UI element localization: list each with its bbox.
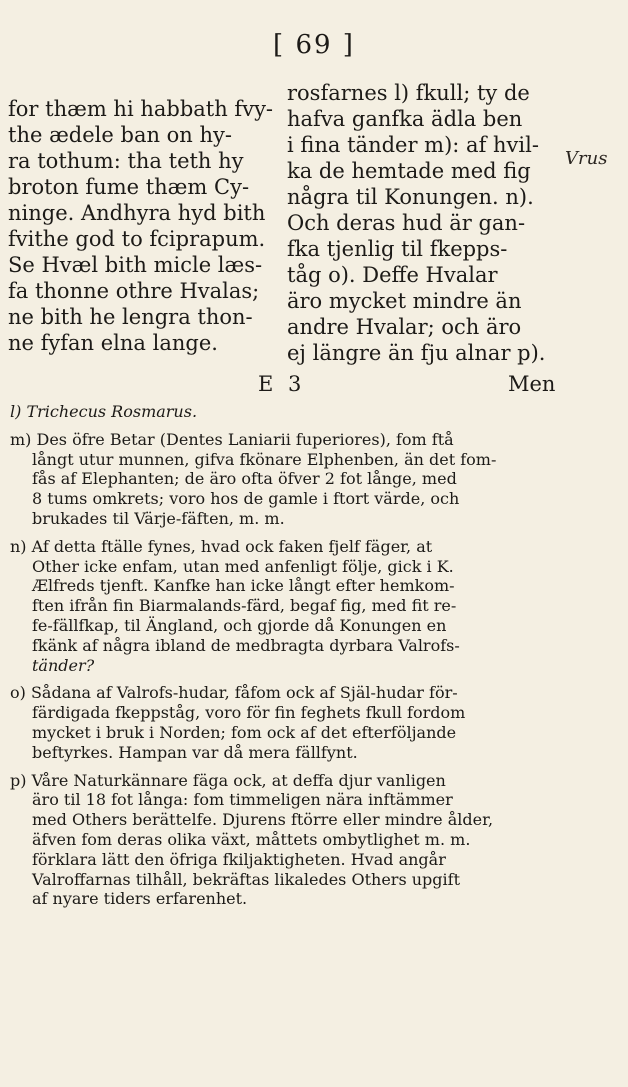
text-line: i fina tänder m): af hvil- [287, 133, 539, 157]
footnote-line: äro til 18 fot långa: fom timmeligen nära inftämmer [32, 790, 453, 810]
text-line: ka de hemtade med fig [287, 159, 531, 183]
page-number: [ 69 ] [273, 30, 355, 60]
footnote-line: med Others berättelfe. Djurens ftörre eller mindre ålder, [32, 810, 494, 830]
text-line: äro mycket mindre än [287, 289, 522, 313]
footnotes [10, 402, 562, 909]
footnote-line: tänder? [32, 655, 95, 675]
right-column-swedish [287, 80, 555, 366]
footnote-line: Ælfreds tjenft. Kanfke han icke långt efter hemkom- [32, 576, 455, 596]
footnote-line: långt utur munnen, gifva fkönare Elphenben, än det fom- [32, 449, 497, 469]
text-line: ne fyfan elna lange. [8, 331, 218, 355]
left-column-old-english [8, 96, 276, 356]
text-line: ej längre än fju alnar p). [287, 341, 546, 365]
footnote-line: fkänk af några ibland de medbragta dyrbara Valrofs- [32, 635, 460, 655]
catchword: Men [508, 372, 556, 396]
signature-number: 3 [288, 372, 302, 396]
text-line: Se Hvæl bith micle læs- [8, 253, 263, 277]
text-line: ninge. Andhyra hyd bith [8, 201, 266, 225]
text-line: ne bith he lengra thon- [8, 305, 253, 329]
text-line: fa thonne othre Hvalas; [8, 279, 260, 303]
handwritten-margin-note: Vrus [565, 148, 608, 169]
footnote-line: äfven fom deras olika växt, måttets ombytlighet m. m. [32, 829, 471, 849]
text-line: hafva ganfka ädla ben [287, 107, 523, 131]
footnote-line: fe-fällfkap, til Ängland, och gjorde då Konungen en [32, 615, 447, 635]
footnote-line: Valroffarnas tilhåll, bekräftas likaledes Others upgift [32, 869, 460, 889]
text-line: tåg o). Deffe Hvalar [287, 263, 498, 287]
footnote-line: n) Af detta ftälle fynes, hvad ock faken fjelf fäger, at [10, 536, 433, 556]
text-line: andre Hvalar; och äro [287, 315, 522, 339]
text-line: några til Konungen. n). [287, 185, 534, 209]
footnote-line: l) Trichecus Rosmarus. [10, 402, 198, 421]
footnote-line: mycket i bruk i Norden; fom ock af det efterföljande [32, 722, 457, 742]
footnote-line: fås af Elephanten; de äro ofta öfver 2 fot långe, med [32, 469, 457, 489]
text-line: Och deras hud är gan- [287, 211, 526, 235]
footnote-line: af nyare tiders erfarenhet. [32, 889, 248, 909]
footnote-line: beftyrkes. Hampan var då mera fällfynt. [32, 742, 358, 762]
text-line: fvithe god to fciprapum. [8, 227, 266, 251]
footnote-line: m) Des öfre Betar (Dentes Laniarii fuperiores), fom ftå [10, 429, 454, 449]
footnote-line: p) Våre Naturkännare fäga ock, at deffa djur vanligen [10, 770, 446, 790]
footnote-line: förklara lätt den öfriga fkiljaktigheten. Hvad angår [32, 849, 446, 869]
text-line: fka tjenlig til fkepps- [287, 237, 508, 261]
footnote-line: 8 tums omkrets; voro hos de gamle i ftort värde, och [32, 489, 460, 509]
text-line: the ædele ban on hy- [8, 123, 232, 147]
text-line: ra tothum: tha teth hy [8, 149, 244, 173]
footnote-line: färdigada fkeppståg, voro för fin feghets fkull fordom [32, 703, 466, 723]
footnote-line: o) Sådana af Valrofs-hudar, fåfom ock af Själ-hudar för- [10, 683, 458, 703]
text-line: for thæm hi habbath fvy- [8, 97, 274, 121]
footnote-line: ften ifrån fin Biarmalands-färd, begaf fig, med fit re- [32, 596, 457, 616]
footnote-line: brukades til Värje-fäften, m. m. [32, 508, 285, 528]
text-line: broton fume thæm Cy- [8, 175, 250, 199]
footnote-line: Other icke enfam, utan med anfenligt följe, gick i K. [32, 556, 454, 576]
text-line: rosfarnes l) fkull; ty de [287, 81, 530, 105]
signature-mark: E [258, 372, 274, 396]
